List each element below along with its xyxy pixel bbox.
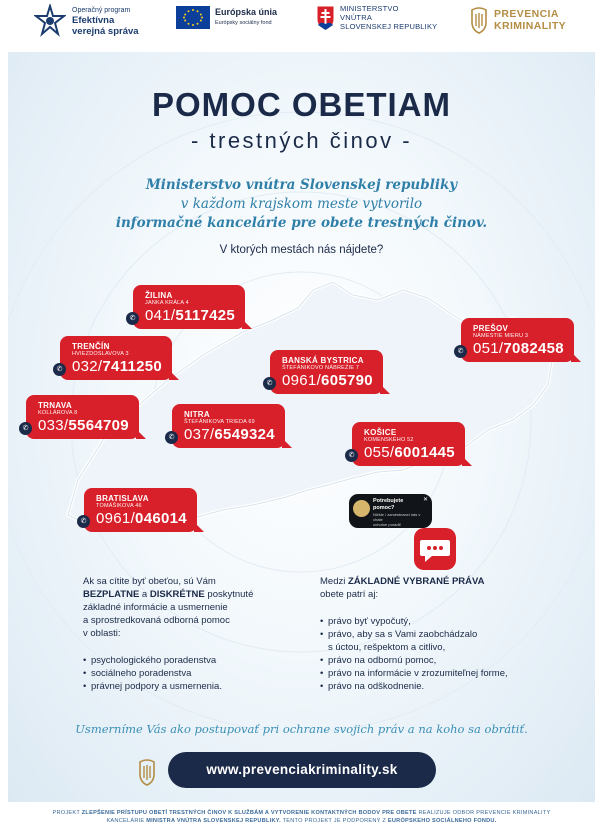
list-item: • právo na odškodnenie. xyxy=(320,680,550,693)
office-card-bratislava xyxy=(80,488,197,532)
ministry-logo xyxy=(316,4,437,31)
list-item: • právo na odbornú pomoc, xyxy=(320,654,550,667)
rights-list xyxy=(320,615,550,693)
opvs-line3: verejná správa xyxy=(72,25,139,37)
eu-flag-icon xyxy=(176,6,210,29)
right-p2: obete patrí aj: xyxy=(320,589,379,600)
page-subtitle: - trestných činov - xyxy=(190,128,413,153)
chat-title: Potrebujete xyxy=(373,498,404,504)
prevention-emblem-icon xyxy=(138,758,156,786)
intro-text xyxy=(0,176,603,233)
chat-body-2: ochotne poradiť xyxy=(373,522,401,527)
office-phone[interactable]: 033/5564709 xyxy=(38,417,129,434)
office-city: PREŠOV xyxy=(473,324,509,333)
office-phone[interactable]: 055/6001445 xyxy=(364,444,455,461)
eu-name: Európska únia xyxy=(215,6,278,17)
office-card-kosice xyxy=(348,422,465,466)
office-phone[interactable]: 0961/605790 xyxy=(282,372,373,389)
opvs-logo xyxy=(34,4,139,38)
phone-icon: ✆ xyxy=(454,345,467,358)
office-city: TRNAVA xyxy=(38,401,72,410)
eu-logo xyxy=(176,6,277,29)
list-item: • právo byť vypočutý, xyxy=(320,615,550,628)
office-address: JANKA KRÁĽA 4 xyxy=(145,300,189,306)
chat-button[interactable] xyxy=(414,528,456,570)
office-phone[interactable]: 037/6549324 xyxy=(184,426,275,443)
office-card-zilina xyxy=(129,285,245,329)
office-address: TOMÁŠIKOVA 46 xyxy=(96,503,142,509)
closing-text: Usmerníme Vás ako postupovať pri ochrane svojich práv a na koho sa obrátiť. xyxy=(75,722,528,736)
list-item: • právnej podpory a usmernenia. xyxy=(83,680,293,693)
office-city: NITRA xyxy=(184,410,210,419)
chat-title-2: pomoc? xyxy=(373,505,395,511)
chat-body-1: Nižšie / zamestnanci nás v chate xyxy=(373,512,421,522)
office-address: ŠTEFÁNIKOVA TRIEDA 69 xyxy=(184,419,255,425)
intro-line3: informačné kancelárie pre obete trestných činov. xyxy=(115,215,488,231)
office-card-trnava xyxy=(22,395,139,439)
website-link[interactable]: www.prevenciakriminality.sk xyxy=(168,752,436,788)
office-city: KOŠICE xyxy=(364,428,397,437)
office-address: ŠTEFÁNIKOVO NÁBREŽIE 7 xyxy=(282,365,360,371)
phone-icon: ✆ xyxy=(263,377,276,390)
intro-line1: Ministerstvo vnútra Slovenskej republiky xyxy=(145,177,458,193)
close-icon[interactable]: ✕ xyxy=(422,497,428,503)
phone-icon: ✆ xyxy=(345,449,358,462)
prevention-line1: PREVENCIA xyxy=(494,8,559,20)
page-title: POMOC OBETIAM xyxy=(152,86,451,123)
opvs-emblem-icon xyxy=(34,4,66,38)
ministry-line3: SLOVENSKEJ REPUBLIKY xyxy=(340,22,438,31)
list-item: • právo, aby sa s Vami zaobchádzalo s úctou, rešpektom a citlivo, xyxy=(320,628,550,654)
question-text: V ktorých mestách nás nájdete? xyxy=(219,244,384,256)
office-phone[interactable]: 051/7082458 xyxy=(473,340,564,357)
chat-popup[interactable] xyxy=(349,494,432,528)
opvs-line2: Efektívna xyxy=(72,14,115,26)
office-address: KOLLÁROVA 8 xyxy=(38,410,78,416)
list-item: • sociálneho poradenstva xyxy=(83,667,293,680)
left-p4: a sprostredkovaná odborná pomoc xyxy=(83,615,230,626)
intro-line2: v každom krajskom meste vytvorilo xyxy=(180,196,423,212)
phone-icon: ✆ xyxy=(19,422,32,435)
office-city: ŽILINA xyxy=(145,291,173,300)
office-address: HVIEZDOSLAVOVA 3 xyxy=(72,351,129,357)
office-phone[interactable]: 041/5117425 xyxy=(145,307,236,324)
office-card-banska-bystrica xyxy=(266,350,383,394)
chat-avatar xyxy=(353,500,370,517)
phone-icon: ✆ xyxy=(77,515,90,528)
slovak-coat-of-arms-icon xyxy=(316,5,335,31)
prevention-logo xyxy=(470,6,566,34)
support-list xyxy=(83,654,293,693)
phone-icon: ✆ xyxy=(53,363,66,376)
office-city: BRATISLAVA xyxy=(96,494,149,503)
phone-icon: ✆ xyxy=(165,431,178,444)
right-p1: Medzi ZÁKLADNÉ VYBRANÉ PRÁVA xyxy=(320,576,485,587)
left-p3: základné informácie a usmernenie xyxy=(83,602,228,613)
ministry-line1: MINISTERSTVO xyxy=(340,4,399,13)
office-city: TRENČÍN xyxy=(72,342,110,351)
office-address: NÁMESTIE MIERU 3 xyxy=(473,333,529,339)
left-p2: BEZPLATNE a DISKRÉTNE poskytnuté xyxy=(83,589,254,600)
footer-text: PROJEKT ZLEPŠENIE PRÍSTUPU OBETÍ TRESTNÝCH ČINOV K SLUŽBÁM A VYTVORENIE KONTAKTNÝCH BODOV PRE OBETE REALIZUJE ODBOR PREVENCIE KRIMINALITY KANCELÁRIE MINISTRA VNÚTRA SLOVENSKEJ REPUBLIKY. TENTO PROJEKT JE PODPORENÝ Z EURÓPSKEHO SOCIÁLNEHO FONDU. xyxy=(52,810,551,824)
ministry-line2: VNÚTRA xyxy=(340,13,373,22)
list-item: • právo na informácie v zrozumiteľnej forme, xyxy=(320,667,550,680)
phone-icon: ✆ xyxy=(126,312,139,325)
office-phone[interactable]: 0961/046014 xyxy=(96,510,187,527)
office-address: KOMENSKÉHO 52 xyxy=(364,437,414,443)
left-p1: Ak sa cítite byť obeťou, sú Vám xyxy=(83,576,216,587)
office-card-trencin xyxy=(56,336,172,380)
victim-support-info xyxy=(83,575,293,693)
office-card-nitra xyxy=(168,404,285,448)
left-p5: v oblasti: xyxy=(83,628,121,639)
office-phone[interactable]: 032/7411250 xyxy=(72,358,163,375)
victim-rights-info xyxy=(320,575,550,693)
office-card-presov xyxy=(457,318,574,362)
opvs-line1: Operačný program xyxy=(72,6,131,14)
prevention-line2: KRIMINALITY xyxy=(494,20,567,32)
list-item: • psychologického poradenstva xyxy=(83,654,293,667)
office-city: BANSKÁ BYSTRICA xyxy=(282,356,364,365)
eu-fund: Európsky sociálny fond xyxy=(215,19,272,26)
prevention-emblem-icon xyxy=(470,6,488,34)
chat-bubble-icon xyxy=(414,528,456,570)
